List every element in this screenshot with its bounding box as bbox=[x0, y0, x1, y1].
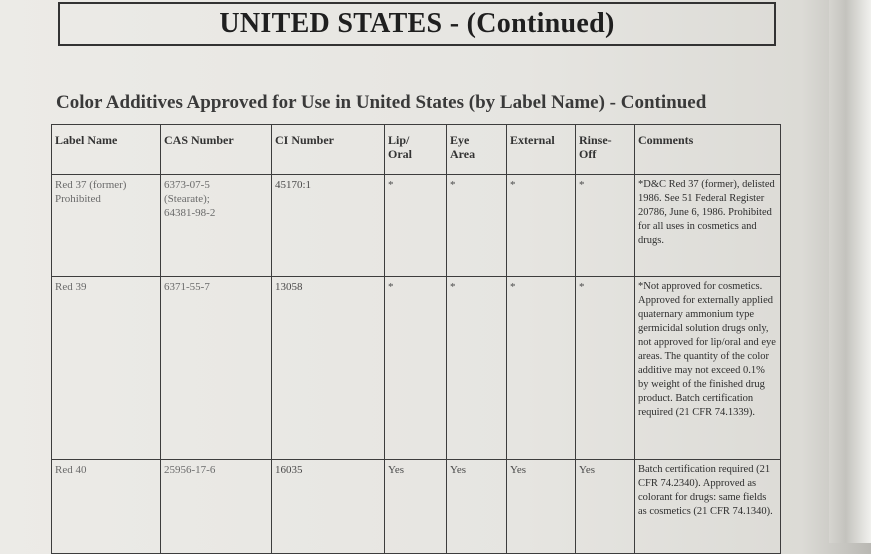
cell-comments: Batch certification required (21 CFR 74.2340). Approved as colorant for drugs: same fields as cosmetics (21 CFR 74.1340). bbox=[635, 460, 781, 554]
cell-external: Yes bbox=[507, 460, 576, 554]
table-row bbox=[52, 460, 781, 554]
cell-external: * bbox=[507, 277, 576, 460]
cell-eye-area: * bbox=[447, 277, 507, 460]
header-eye-area: Eye Area bbox=[447, 125, 507, 175]
cell-label-name: Red 39 bbox=[52, 277, 161, 460]
cell-label-name: Red 40 bbox=[52, 460, 161, 554]
cell-ci-number: 16035 bbox=[272, 460, 385, 554]
table-row bbox=[52, 277, 781, 460]
page-edge bbox=[829, 0, 871, 543]
cell-comments: *D&C Red 37 (former), delisted 1986. See 51 Federal Register 20786, June 6, 1986. Prohibited for all uses in cosmetics and drugs. bbox=[635, 175, 781, 277]
cell-ci-number: 45170:1 bbox=[272, 175, 385, 277]
cell-external: * bbox=[507, 175, 576, 277]
cell-lip-oral: * bbox=[385, 175, 447, 277]
cell-lip-oral: Yes bbox=[385, 460, 447, 554]
cell-rinse-off: * bbox=[576, 277, 635, 460]
header-rinse-off: Rinse- Off bbox=[576, 125, 635, 175]
header-label-name: Label Name bbox=[52, 125, 161, 175]
header-ci-number: CI Number bbox=[272, 125, 385, 175]
cell-cas-number: 6373-07-5 (Stearate); 64381-98-2 bbox=[161, 175, 272, 277]
cell-rinse-off: * bbox=[576, 175, 635, 277]
cell-comments: *Not approved for cosmetics. Approved for externally applied quaternary ammonium type germicidal solution drugs only, not approved for lip/oral and eye areas. The quantity of the color additive may not exceed 0.1% by weight of the finished drug product. Batch certification required (21 CFR 74.1339). bbox=[635, 277, 781, 460]
color-additives-table bbox=[51, 124, 781, 554]
cell-label-name: Red 37 (former) Prohibited bbox=[52, 175, 161, 277]
table-header-row bbox=[52, 125, 781, 175]
table-title: Color Additives Approved for Use in United States (by Label Name) - Continued bbox=[56, 92, 707, 113]
cell-cas-number: 6371-55-7 bbox=[161, 277, 272, 460]
header-cas-number: CAS Number bbox=[161, 125, 272, 175]
page-title: UNITED STATES - (Continued) bbox=[58, 2, 776, 46]
cell-cas-number: 25956-17-6 bbox=[161, 460, 272, 554]
header-comments: Comments bbox=[635, 125, 781, 175]
header-external: External bbox=[507, 125, 576, 175]
cell-ci-number: 13058 bbox=[272, 277, 385, 460]
cell-rinse-off: Yes bbox=[576, 460, 635, 554]
cell-eye-area: Yes bbox=[447, 460, 507, 554]
table-row bbox=[52, 175, 781, 277]
header-lip-oral: Lip/ Oral bbox=[385, 125, 447, 175]
cell-eye-area: * bbox=[447, 175, 507, 277]
cell-lip-oral: * bbox=[385, 277, 447, 460]
